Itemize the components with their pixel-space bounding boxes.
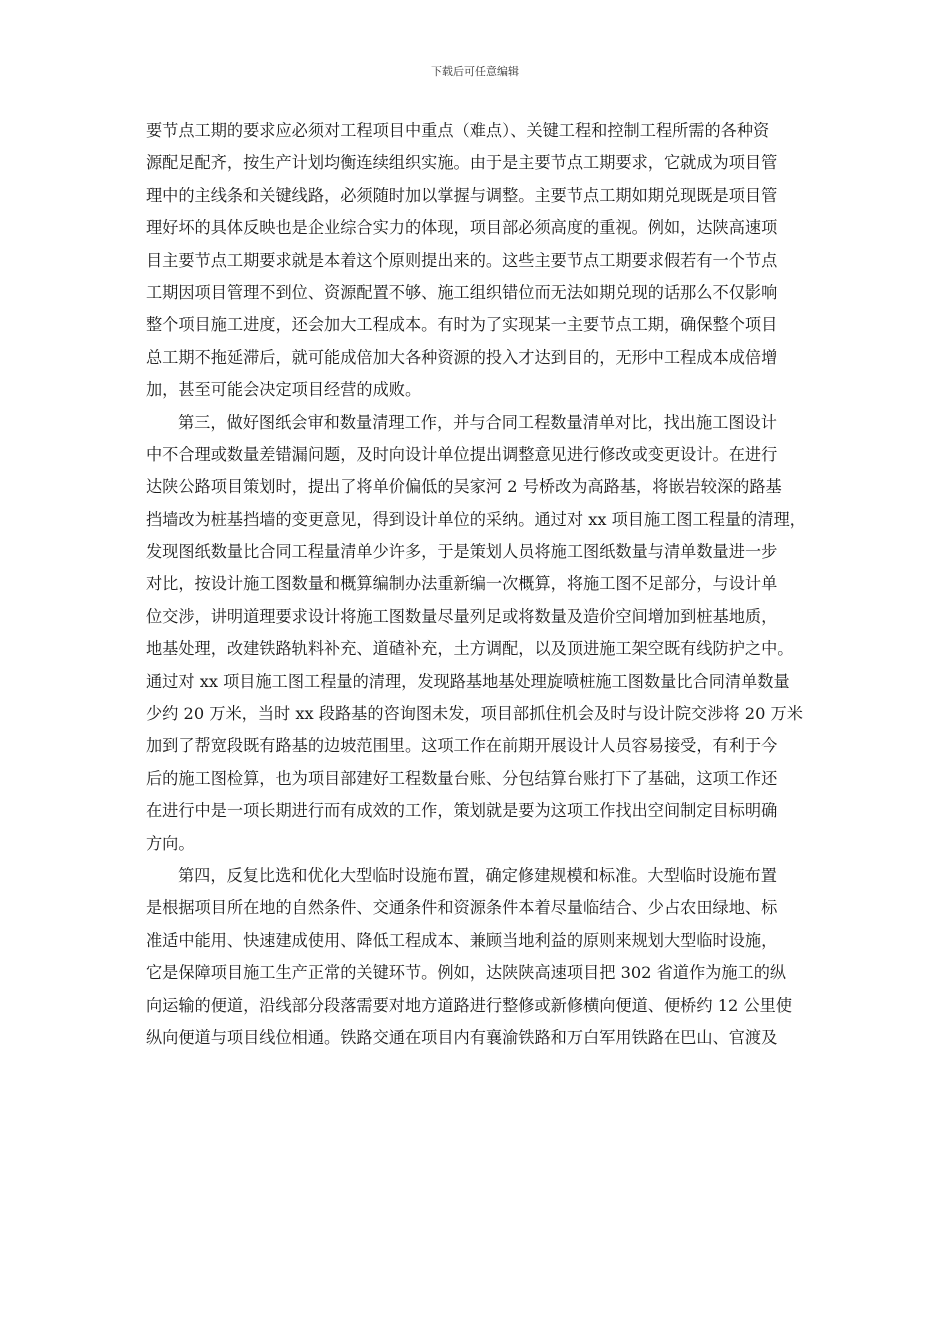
text-line: 是根据项目所在地的自然条件、交通条件和资源条件本着尽量临结合、少占农田绿地、标 xyxy=(146,898,778,918)
text-line: 挡墙改为桩基挡墙的变更意见，得到设计单位的采纳。通过对 xx 项目施工图工程量的清理， xyxy=(146,509,806,529)
text-line: 工期因项目管理不到位、资源配置不够、施工组织错位而无法如期兑现的话那么不仅影响 xyxy=(146,282,778,302)
text-line: 地基处理，改建铁路轨料补充、道碴补充，土方调配，以及顶进施工架空既有线防护之中。 xyxy=(146,639,794,659)
text-line: 目主要节点工期要求就是本着这个原则提出来的。这些主要节点工期要求假若有一个节点 xyxy=(146,250,778,270)
text-line: 后的施工图检算，也为项目部建好工程数量台账、分包结算台账打下了基础，这项工作还 xyxy=(146,768,778,788)
text-line: 中不合理或数量差错漏问题，及时向设计单位提出调整意见进行修改或变更设计。在进行 xyxy=(146,444,778,464)
text-line: 第三，做好图纸会审和数量清理工作，并与合同工程数量清单对比，找出施工图设计 xyxy=(178,412,777,432)
text-line: 它是保障项目施工生产正常的关键环节。例如，达陕陕高速项目把 302 省道作为施工的纵 xyxy=(146,963,787,983)
text-line: 第四，反复比选和优化大型临时设施布置，确定修建规模和标准。大型临时设施布置 xyxy=(178,865,777,885)
text-line: 通过对 xx 项目施工图工程量的清理，发现路基地基处理旋喷桩施工图数量比合同清单数量 xyxy=(146,671,790,691)
text-line: 源配足配齐，按生产计划均衡连续组织实施。由于是主要节点工期要求，它就成为项目管 xyxy=(146,153,778,173)
text-line: 加到了帮宽段既有路基的边坡范围里。这项工作在前期开展设计人员容易接受，有利于今 xyxy=(146,736,778,756)
text-line: 位交涉，讲明道理要求设计将施工图数量尽量列足或将数量及造价空间增加到桩基地质， xyxy=(146,606,778,626)
text-line: 总工期不拖延滞后，就可能成倍加大各种资源的投入才达到目的，无形中工程成本成倍增 xyxy=(146,347,778,367)
text-line: 理好坏的具体反映也是企业综合实力的体现，项目部必须高度的重视。例如，达陕高速项 xyxy=(146,218,778,238)
text-line: 发现图纸数量比合同工程量清单少许多，于是策划人员将施工图纸数量与清单数量进一步 xyxy=(146,542,778,562)
text-line: 方向。 xyxy=(146,833,195,853)
text-line: 理中的主线条和关键线路，必须随时加以掌握与调整。主要节点工期如期兑现既是项目管 xyxy=(146,185,778,205)
text-line: 向运输的便道，沿线部分段落需要对地方道路进行整修或新修横向便道、便桥约 12 公里使 xyxy=(146,995,793,1015)
text-line: 整个项目施工进度，还会加大工程成本。有时为了实现某一主要节点工期，确保整个项目 xyxy=(146,315,778,335)
text-line: 少约 20 万米，当时 xx 段路基的咨询图未发，项目部抓住机会及时与设计院交涉将 20 万米 xyxy=(146,704,803,724)
text-line: 准适中能用、快速建成使用、降低工程成本、兼顾当地利益的原则来规划大型临时设施， xyxy=(146,930,778,950)
text-line: 达陕公路项目策划时，提出了将单价偏低的吴家河 2 号桥改为高路基，将嵌岩较深的路基 xyxy=(146,477,782,497)
text-line: 在进行中是一项长期进行而有成效的工作，策划就是要为这项工作找出空间制定目标明确 xyxy=(146,801,778,821)
page-header: 下载后可任意编辑 xyxy=(431,65,519,78)
text-line: 要节点工期的要求应必须对工程项目中重点（难点）、关键工程和控制工程所需的各种资 xyxy=(146,121,770,140)
text-line: 加，甚至可能会决定项目经营的成败。 xyxy=(146,380,422,400)
document-body xyxy=(146,115,814,1054)
text-line: 对比，按设计施工图数量和概算编制办法重新编一次概算，将施工图不足部分，与设计单 xyxy=(146,574,778,594)
text-line: 纵向便道与项目线位相通。铁路交通在项目内有襄渝铁路和万白军用铁路在巴山、官渡及 xyxy=(146,1027,778,1047)
